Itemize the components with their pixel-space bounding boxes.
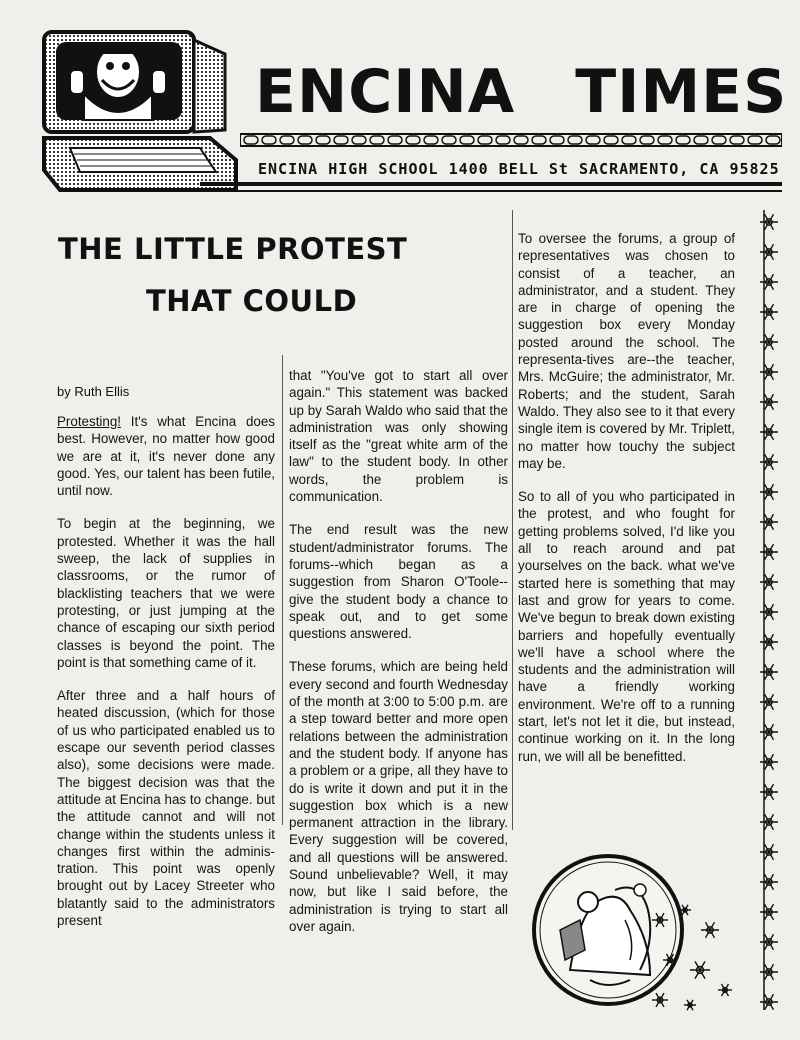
article-column-1 [57,413,275,945]
article-column-3 [518,230,735,781]
paragraph: After three and a half hours of heated discussion, (which for those of us who participated enabled us to escape our seventh period classes also), some decisions were made. The biggest decision was that the attitude at Encina has to change. but the attitude cannot and will not change within the students unless it changes first within the adminis-tration. This point was openly brought out by Lacey Streeter who blatantly said to the administrators present [57,688,275,929]
masthead-rule [200,182,782,186]
chain-border [240,132,782,148]
paragraph: So to all of you who participated in the protest, and who fought for getting problems solved, I'd like you all to reach around and pat yourselves on the back. what we've started here is something that may last and grow for years to come. We've begun to break down existing barriers and hopefully eventually we'll have a school where the students and the administration will have a friendly working environment. We're off to a running start, let's not let it die, but instead, continue working on it. In the long run, we will all be benefitted. [518,489,735,764]
paragraph: The end result was the new student/administrator forums. The forums--which began as a suggestion from Sharon O'Toole--give the student body a chance to speak out, and to get some questions answered. [289,522,508,642]
paragraph: To begin at the beginning, we protested. Whether it was the hall sweep, the lack of supplies in classrooms, or the rumor of blacklisting teachers that we were protesting, or just jumping at the chance of escaping our sixth period classes is beyond the point. The point is that something came of it. [57,516,275,670]
snowflake-border [744,210,784,1010]
paragraph-text: It's what Encina does best. However, no matter how good we are at it, it's never done any good. Yes, our talent has been futile, until now. [57,414,275,499]
masthead-rule-thin [200,190,782,192]
paragraph: To oversee the forums, a group of representatives was chosen to consist of a teacher, an administrator, and a student. They are in charge of opening the suggestion box every Monday posted around the school. The representa-tives are--the teacher, Mrs. McGuire; the administrator, Mr. Roberts; and the student, Sarah Waldo. They also see to it that every single item is covered by Mr. Triplett, no matter how touchy the subject may be. [518,231,735,471]
snowflake-cluster [640,900,740,1020]
paragraph: These forums, which are being held every second and fourth Wednesday of the month at 3:00 to 5:00 p.m. are a step toward better and more open relations between the administration and the student body. If anyone has a problem or a gripe, all they have to do is write it down and put it in the suggestion box which is a new permanent attraction in the library. Every suggestion will be covered, and all questions will be answered. Sound unbelievable? Well, it may now, but like I said before, the administration is trying to start all over again. [289,659,508,934]
computer-mascot-illustration [40,30,240,195]
headline-line1: THE LITTLE PROTEST [58,232,408,266]
masthead-address: ENCINA HIGH SCHOOL 1400 BELL St SACRAMENTO, CA 95825 [258,160,780,178]
lead-word: Protesting! [57,414,122,429]
headline-line2: THAT COULD [146,284,358,318]
masthead-title [255,52,788,132]
column-divider [512,210,513,830]
paragraph: that "You've got to start all over again." This statement was backed up by Sarah Waldo who said that the administration was only showing itself as the "great white arm of the law" to the student body. In other words, the problem is communication. [289,368,508,505]
byline: by Ruth Ellis [57,384,130,399]
masthead-title-right: TIMES [575,57,788,127]
article-column-2 [289,367,508,951]
masthead-title-left: ENCINA [255,57,516,127]
paragraph [57,413,275,499]
column-divider [282,355,283,825]
